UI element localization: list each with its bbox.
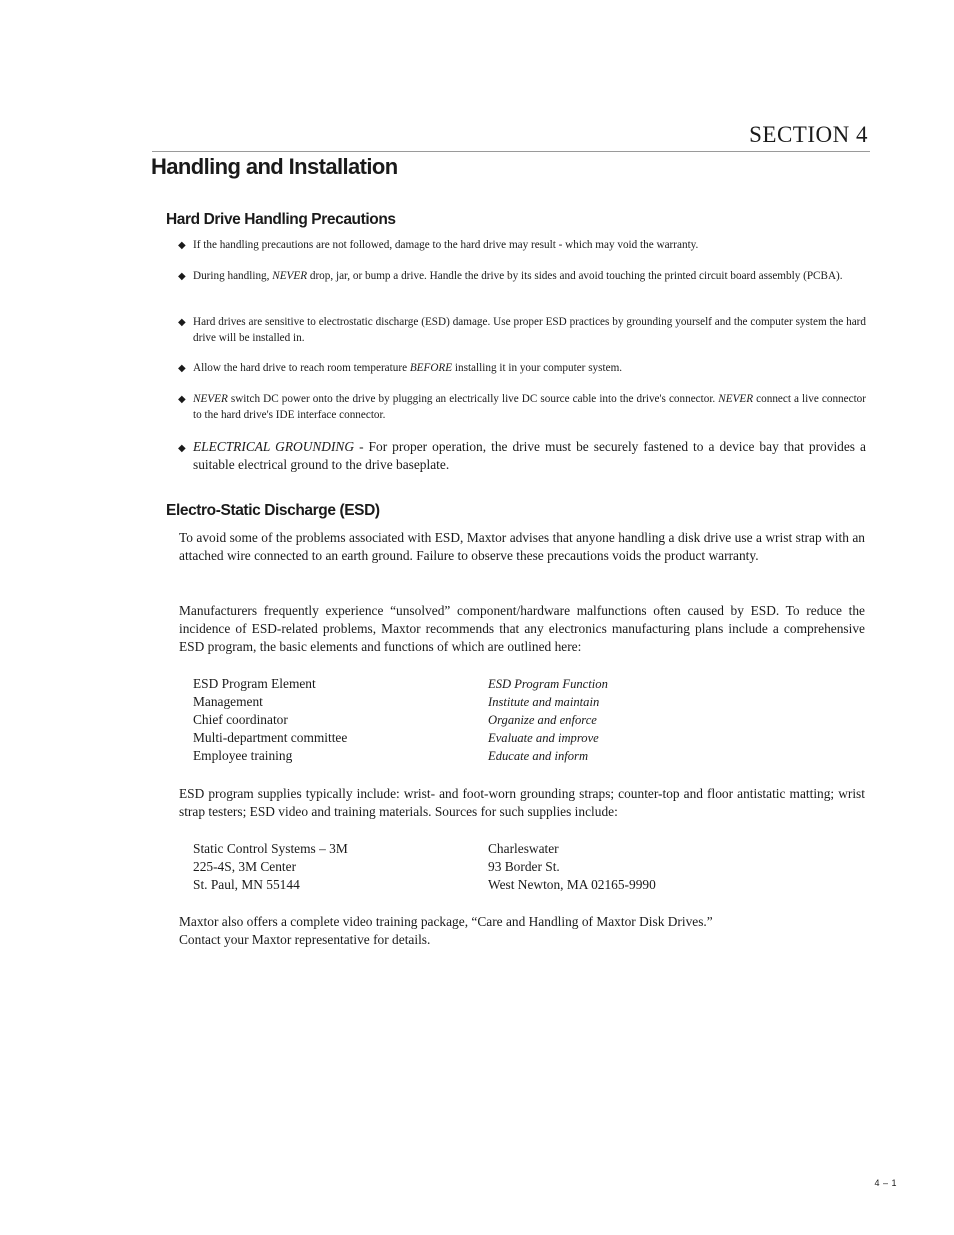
address-line: 93 Border St. xyxy=(488,859,560,874)
esd-program-table xyxy=(193,675,753,765)
table-row xyxy=(193,876,753,894)
table-row xyxy=(193,711,753,729)
emphasis-before: BEFORE xyxy=(409,362,453,374)
emphasis-never: NEVER xyxy=(193,393,228,405)
table-row xyxy=(193,693,753,711)
list-item xyxy=(178,238,866,254)
table-header-element: ESD Program Element xyxy=(193,676,316,691)
bullet-text: If the handling precautions are not followed, damage to the hard drive may result - which may void the warranty. xyxy=(193,239,699,251)
address-line: Static Control Systems – 3M xyxy=(193,841,348,856)
table-cell: Evaluate and improve xyxy=(488,731,599,745)
bullet-text: During handling, NEVER drop, jar, or bump a drive. Handle the drive by its sides and avoid touching the printed circuit board assembly (PCBA). xyxy=(193,270,843,282)
page-title: Handling and Installation xyxy=(151,154,398,179)
table-row xyxy=(193,747,753,765)
handling-heading: Hard Drive Handling Precautions xyxy=(166,211,396,228)
table-cell: Management xyxy=(193,694,263,709)
list-item xyxy=(178,438,866,474)
bullet-text: Allow the hard drive to reach room temperature BEFORE installing it in your computer system. xyxy=(193,362,623,374)
table-cell: Chief coordinator xyxy=(193,712,288,727)
table-cell: Institute and maintain xyxy=(488,695,600,709)
table-cell: Educate and inform xyxy=(488,749,589,763)
diamond-bullet-icon: ◆ xyxy=(178,363,186,374)
table-row xyxy=(193,840,753,858)
list-item xyxy=(178,392,866,423)
table-row xyxy=(193,858,753,876)
bullet-text: NEVER switch DC power onto the drive by plugging an electrically live DC source cable into the drive's connector. NEVER connect a live connector to the hard drive's IDE interface connector. xyxy=(193,393,866,421)
list-item xyxy=(178,361,866,377)
diamond-bullet-icon: ◆ xyxy=(178,443,186,454)
emphasis-never: NEVER xyxy=(272,270,308,282)
esd-paragraph-1: To avoid some of the problems associated with ESD, Maxtor advises that anyone handling a disk drive use a wrist strap with an attached wire connected to an earth ground. Failure to observe these precautions voids the product warranty. xyxy=(179,530,865,563)
diamond-bullet-icon: ◆ xyxy=(178,240,186,251)
bullet-text: ELECTRICAL GROUNDING - For proper operation, the drive must be securely fastened to a device bay that provides a suitable electrical ground to the drive baseplate. xyxy=(193,439,866,472)
diamond-bullet-icon: ◆ xyxy=(178,271,186,282)
diamond-bullet-icon: ◆ xyxy=(178,317,186,328)
emphasis-never: NEVER xyxy=(718,393,754,405)
address-line: 225-4S, 3M Center xyxy=(193,859,297,874)
table-row xyxy=(193,675,753,693)
paragraph-line: Maxtor also offers a complete video training package, “Care and Handling of Maxtor Disk Drives.” xyxy=(179,914,713,929)
list-item xyxy=(178,269,866,285)
esd-paragraph-2: Manufacturers frequently experience “unsolved” component/hardware malfunctions often caused by ESD. To reduce the incidence of ESD-related problems, Maxtor recommends that any electronics manufacturing plans include a comprehensive ESD program, the basic elements and functions of which are outlined here: xyxy=(179,603,865,654)
bullet-text: Hard drives are sensitive to electrostatic discharge (ESD) damage. Use proper ESD practices by grounding yourself and the computer system the hard drive will be installed in. xyxy=(193,316,866,344)
table-header-function: ESD Program Function xyxy=(488,677,608,691)
paragraph-line: Contact your Maxtor representative for details. xyxy=(179,932,431,947)
esd-heading: Electro-Static Discharge (ESD) xyxy=(166,502,380,519)
section-divider xyxy=(152,151,870,152)
address-line: St. Paul, MN 55144 xyxy=(193,877,300,892)
section-label: SECTION 4 xyxy=(749,122,868,147)
list-item xyxy=(178,315,866,346)
esd-paragraph-4 xyxy=(179,913,865,949)
table-cell: Multi-department committee xyxy=(193,730,348,745)
page-number: 4 – 1 xyxy=(874,1178,897,1188)
supplier-addresses xyxy=(193,840,753,894)
esd-paragraph-3: ESD program supplies typically include: wrist- and foot-worn grounding straps; counter-top and floor antistatic matting; wrist strap testers; ESD video and training materials. Sources for such supplies include: xyxy=(179,786,865,819)
address-line: West Newton, MA 02165-9990 xyxy=(488,877,656,892)
emphasis-electrical-grounding: ELECTRICAL GROUNDING xyxy=(193,439,355,454)
table-cell: Organize and enforce xyxy=(488,713,597,727)
diamond-bullet-icon: ◆ xyxy=(178,394,186,405)
table-row xyxy=(193,729,753,747)
address-line: Charleswater xyxy=(488,841,559,856)
table-cell: Employee training xyxy=(193,748,293,763)
